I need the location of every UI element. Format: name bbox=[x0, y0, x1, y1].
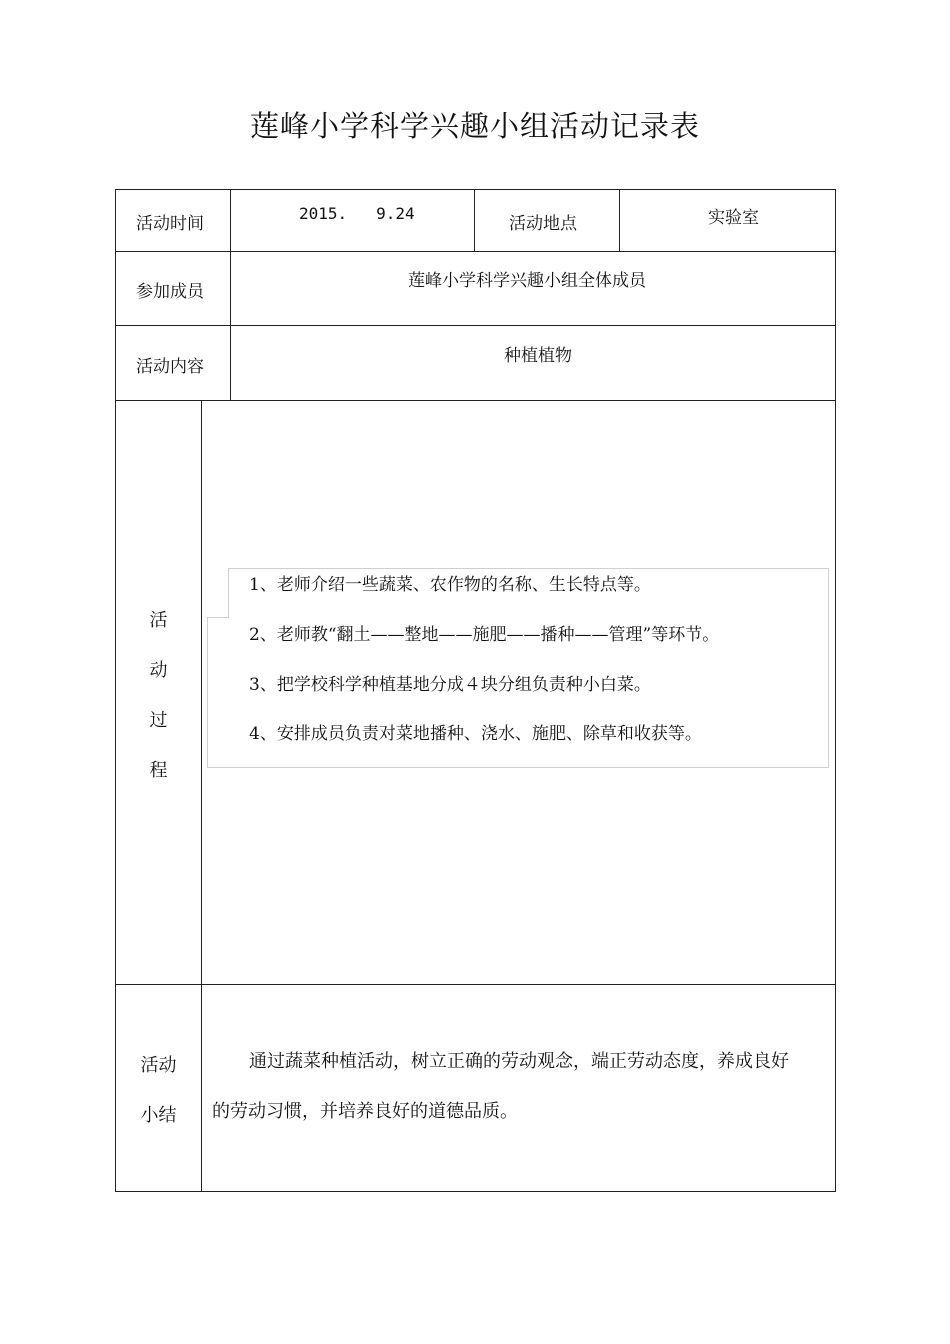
summary-text-line: 通过蔬菜种植活动，树立正确的劳动观念，端正劳动态度，养成良好 bbox=[249, 1051, 789, 1072]
process-label-char: 过 bbox=[149, 710, 168, 731]
process-label-char: 程 bbox=[149, 760, 168, 781]
page-title: 莲峰小学科学兴趣小组活动记录表 bbox=[249, 109, 700, 143]
content-value: 种植植物 bbox=[504, 346, 572, 366]
col-divider bbox=[230, 189, 231, 400]
content-label: 活动内容 bbox=[136, 357, 204, 377]
summary-label-line: 活动 bbox=[140, 1055, 177, 1076]
process-label-char: 活 bbox=[149, 610, 168, 631]
members-value: 莲峰小学科学兴趣小组全体成员 bbox=[408, 271, 646, 291]
col-divider bbox=[619, 189, 620, 251]
row-divider bbox=[115, 984, 836, 985]
process-step: 2、老师教“翻土——整地——施肥——播种——管理”等环节。 bbox=[249, 625, 720, 645]
box-notch-edge bbox=[207, 617, 229, 618]
summary-label-line: 小结 bbox=[140, 1105, 177, 1126]
process-label-char: 动 bbox=[149, 660, 168, 681]
process-step: 3、把学校科学种植基地分成４块分组负责种小白菜。 bbox=[249, 675, 651, 695]
summary-text-line: 的劳动习惯，并培养良好的道德品质。 bbox=[212, 1101, 518, 1122]
box-notch bbox=[206, 567, 228, 617]
col-divider bbox=[474, 189, 475, 251]
time-value: 2015. 9.24 bbox=[299, 204, 415, 223]
process-step: 4、安排成员负责对菜地播种、浇水、施肥、除草和收获等。 bbox=[249, 724, 702, 744]
box-notch-edge bbox=[228, 568, 229, 618]
place-label: 活动地点 bbox=[509, 214, 577, 234]
process-step: 1、老师介绍一些蔬菜、农作物的名称、生长特点等。 bbox=[249, 575, 651, 595]
row-divider bbox=[115, 325, 836, 326]
row-divider bbox=[115, 251, 836, 252]
time-label: 活动时间 bbox=[136, 214, 204, 234]
place-value: 实验室 bbox=[708, 208, 759, 228]
members-label: 参加成员 bbox=[136, 282, 204, 302]
row-divider bbox=[115, 400, 836, 401]
